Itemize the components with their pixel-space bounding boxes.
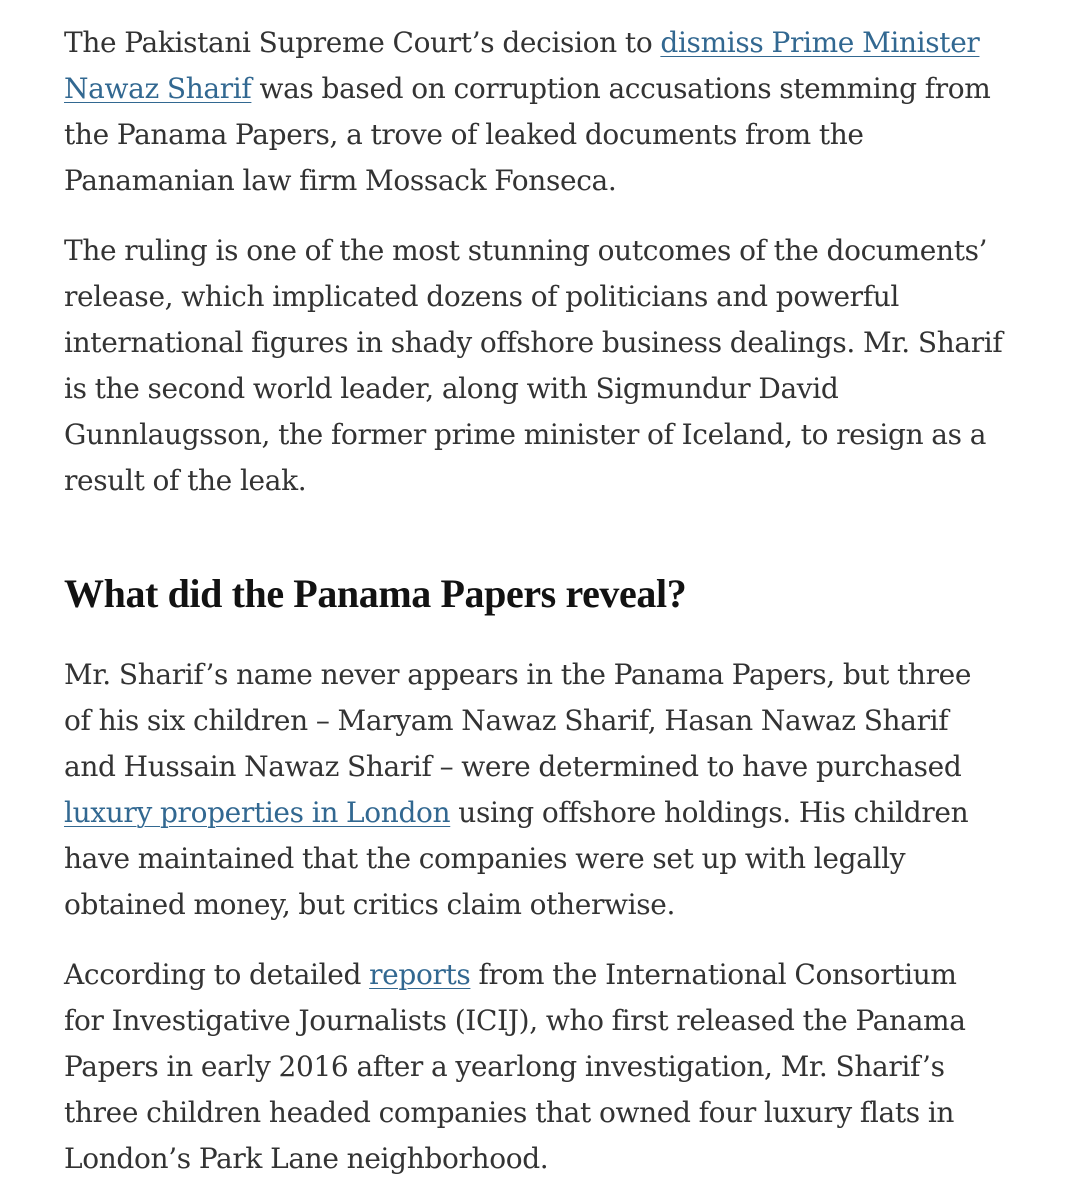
luxury-properties-link[interactable]: luxury properties in London xyxy=(64,796,451,829)
paragraph-supreme-court-decision xyxy=(64,20,1004,204)
paragraph-text: The Pakistani Supreme Court’s decision to xyxy=(64,26,661,59)
article-body xyxy=(64,20,1004,1182)
paragraph-sharif-children xyxy=(64,652,1004,928)
reports-link[interactable]: reports xyxy=(369,958,471,991)
paragraph-ruling-outcome: The ruling is one of the most stunning outcomes of the documents’ release, which implicated dozens of politicians and powerful international figures in shady offshore business dealings. Mr. Sharif is the second world leader, along with Sigmundur David Gunnlaugsson, the former prime minister of Iceland, to resign as a result of the leak. xyxy=(64,234,1003,497)
dismiss-prime-minister-link[interactable]: dismiss Prime Minister Nawaz Sharif xyxy=(64,26,980,105)
paragraph-text: from the International Consortium for Investigative Journalists (ICIJ), who first released the Panama Papers in early 2016 after a yearlong investigation, Mr. Sharif’s three children headed companies that owned four luxury flats in London’s Park Lane neighborhood. xyxy=(64,958,966,1175)
section-heading: What did the Panama Papers reveal? xyxy=(64,571,687,616)
paragraph-icij-reports xyxy=(64,952,1004,1182)
paragraph-text: According to detailed xyxy=(64,958,370,991)
paragraph-text: using offshore holdings. His children have maintained that the companies were set up with legally obtained money, but critics claim otherwise. xyxy=(64,796,969,921)
paragraph-text: Mr. Sharif’s name never appears in the Panama Papers, but three of his six children – Maryam Nawaz Sharif, Hasan Nawaz Sharif and Hussain Nawaz Sharif – were determined to have purchased xyxy=(64,658,972,783)
paragraph-text: was based on corruption accusations stemming from the Panama Papers, a trove of leaked documents from the Panamanian law firm Mossack Fonseca. xyxy=(64,72,991,197)
